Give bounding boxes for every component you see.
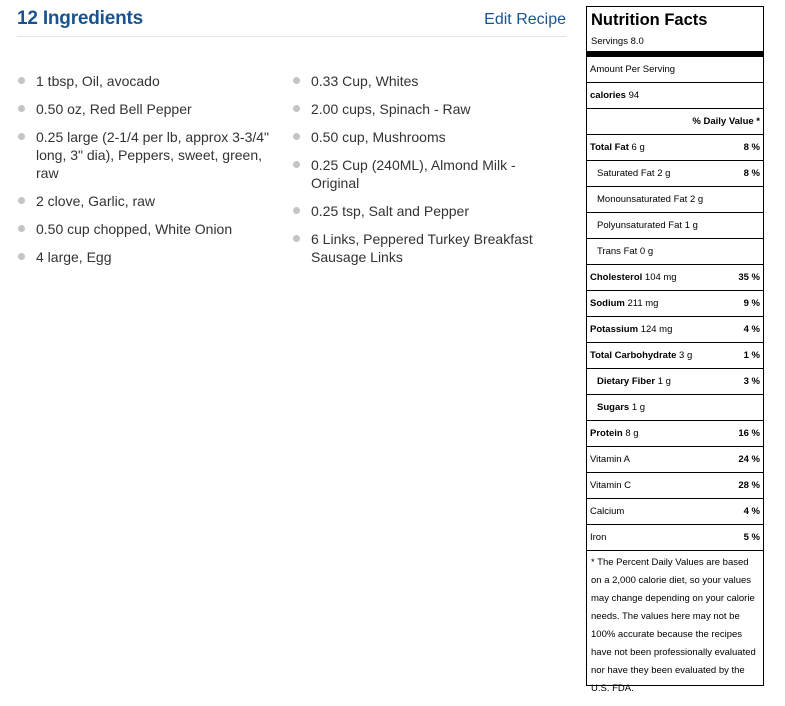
daily-value-header: % Daily Value *	[692, 116, 760, 127]
sodium-pct: 9 %	[743, 298, 760, 309]
cholesterol-label: Cholesterol	[590, 272, 643, 283]
amount-per-serving-row	[587, 57, 763, 82]
cholesterol-pct: 35 %	[738, 272, 760, 283]
saturated-fat-row	[587, 160, 763, 186]
bullet-icon	[18, 253, 25, 260]
ingredient-text: 0.50 oz, Red Bell Pepper	[36, 101, 192, 117]
ingredient-item	[292, 128, 547, 146]
iron-label: Iron	[590, 532, 607, 543]
amount-per-serving: Amount Per Serving	[590, 64, 676, 75]
bullet-icon	[18, 105, 25, 112]
daily-value-header-row	[587, 108, 763, 134]
dietary-fiber-row	[587, 368, 763, 394]
ingredient-item	[17, 128, 272, 182]
fiber-label: Dietary Fiber	[597, 376, 656, 387]
total-fat-row	[587, 134, 763, 160]
trans-fat-label: Trans Fat 0 g	[597, 246, 654, 257]
total-carbohydrate-row	[587, 342, 763, 368]
fiber-amount: 1 g	[657, 376, 671, 387]
carbohydrate-pct: 1 %	[743, 350, 760, 361]
nutrition-footnote: * The Percent Daily Values are based on a 2,000 calorie diet, so your values may change depending on your calorie needs. The values here may not be 100% accurate because the recipes have not been professionally evaluated nor have they been evaluated by the U.S. FDA.	[587, 550, 763, 698]
total-fat-pct: 8 %	[743, 142, 760, 153]
bullet-icon	[18, 133, 25, 140]
monounsaturated-fat-label: Monounsaturated Fat 2 g	[597, 194, 704, 205]
calories-row	[587, 82, 763, 108]
carbohydrate-label: Total Carbohydrate	[590, 350, 677, 361]
protein-pct: 16 %	[738, 428, 760, 439]
calcium-row	[587, 498, 763, 524]
ingredient-text: 1 tbsp, Oil, avocado	[36, 73, 160, 89]
calories-label: calories	[590, 90, 626, 101]
ingredient-item	[17, 72, 272, 90]
bullet-icon	[293, 105, 300, 112]
ingredient-item	[292, 230, 547, 266]
bullet-icon	[293, 133, 300, 140]
ingredient-item	[17, 248, 272, 266]
ingredients-list-left	[17, 72, 272, 276]
sodium-row	[587, 290, 763, 316]
ingredient-text: 0.25 Cup (240ML), Almond Milk - Original	[311, 157, 516, 191]
trans-fat-row	[587, 238, 763, 264]
ingredient-text: 0.25 tsp, Salt and Pepper	[311, 203, 469, 219]
ingredient-item	[17, 192, 272, 210]
bullet-icon	[293, 207, 300, 214]
vitamin-c-label: Vitamin C	[590, 480, 632, 491]
saturated-fat-label: Saturated Fat 2 g	[597, 168, 671, 179]
ingredient-text: 0.25 large (2-1/4 per lb, approx 3-3/4" long, 3" dia), Peppers, sweet, green, raw	[36, 129, 269, 181]
calcium-label: Calcium	[590, 506, 625, 517]
vitamin-a-label: Vitamin A	[590, 454, 630, 465]
ingredient-text: 6 Links, Peppered Turkey Breakfast Sausage Links	[311, 231, 533, 265]
potassium-label: Potassium	[590, 324, 639, 335]
protein-label: Protein	[590, 428, 623, 439]
nutrition-facts-panel	[586, 6, 764, 694]
ingredient-text: 4 large, Egg	[36, 249, 112, 265]
ingredients-title: 12 Ingredients	[17, 8, 144, 29]
sugars-amount: 1 g	[631, 402, 646, 413]
monounsaturated-fat-row	[587, 186, 763, 212]
ingredient-text: 2.00 cups, Spinach - Raw	[311, 101, 471, 117]
ingredient-item	[292, 72, 547, 90]
sodium-label: Sodium	[590, 298, 625, 309]
vitamin-a-pct: 24 %	[738, 454, 760, 465]
servings: Servings 8.0	[591, 36, 644, 47]
potassium-pct: 4 %	[743, 324, 760, 335]
bullet-icon	[293, 235, 300, 242]
potassium-row	[587, 316, 763, 342]
cholesterol-row	[587, 264, 763, 290]
ingredient-text: 0.50 cup chopped, White Onion	[36, 221, 233, 237]
protein-row	[587, 420, 763, 446]
ingredient-item	[292, 100, 547, 118]
ingredient-text: 0.50 cup, Mushrooms	[311, 129, 446, 145]
ingredient-text: 2 clove, Garlic, raw	[36, 193, 156, 209]
potassium-amount: 124 mg	[640, 324, 673, 335]
polyunsaturated-fat-label: Polyunsaturated Fat 1 g	[597, 220, 698, 231]
ingredient-item	[17, 220, 272, 238]
ingredient-text: 0.33 Cup, Whites	[311, 73, 419, 89]
total-fat-label: Total Fat	[590, 142, 629, 153]
edit-recipe-link[interactable]: Edit Recipe	[484, 11, 566, 28]
protein-amount: 8 g	[625, 428, 639, 439]
iron-row	[587, 524, 763, 550]
ingredient-item	[292, 202, 547, 220]
carbohydrate-amount: 3 g	[679, 350, 693, 361]
vitamin-c-pct: 28 %	[738, 480, 760, 491]
ingredients-list-right	[292, 72, 547, 276]
ingredient-item	[17, 100, 272, 118]
bullet-icon	[18, 197, 25, 204]
calcium-pct: 4 %	[743, 506, 760, 517]
bullet-icon	[293, 77, 300, 84]
sugars-row	[587, 394, 763, 420]
fiber-pct: 3 %	[743, 376, 760, 387]
ingredient-item	[292, 156, 547, 192]
vitamin-c-row	[587, 472, 763, 498]
cholesterol-amount: 104 mg	[644, 272, 677, 283]
bullet-icon	[18, 225, 25, 232]
total-fat-amount: 6 g	[631, 142, 645, 153]
polyunsaturated-fat-row	[587, 212, 763, 238]
iron-pct: 5 %	[743, 532, 760, 543]
bullet-icon	[18, 77, 25, 84]
calories-value: 94	[628, 90, 640, 101]
vitamin-a-row	[587, 446, 763, 472]
saturated-fat-pct: 8 %	[743, 168, 760, 179]
sodium-amount: 211 mg	[627, 298, 659, 309]
bullet-icon	[293, 161, 300, 168]
ingredients-header	[17, 8, 566, 37]
nutrition-title: Nutrition Facts	[591, 11, 708, 29]
sugars-label: Sugars	[597, 402, 630, 413]
